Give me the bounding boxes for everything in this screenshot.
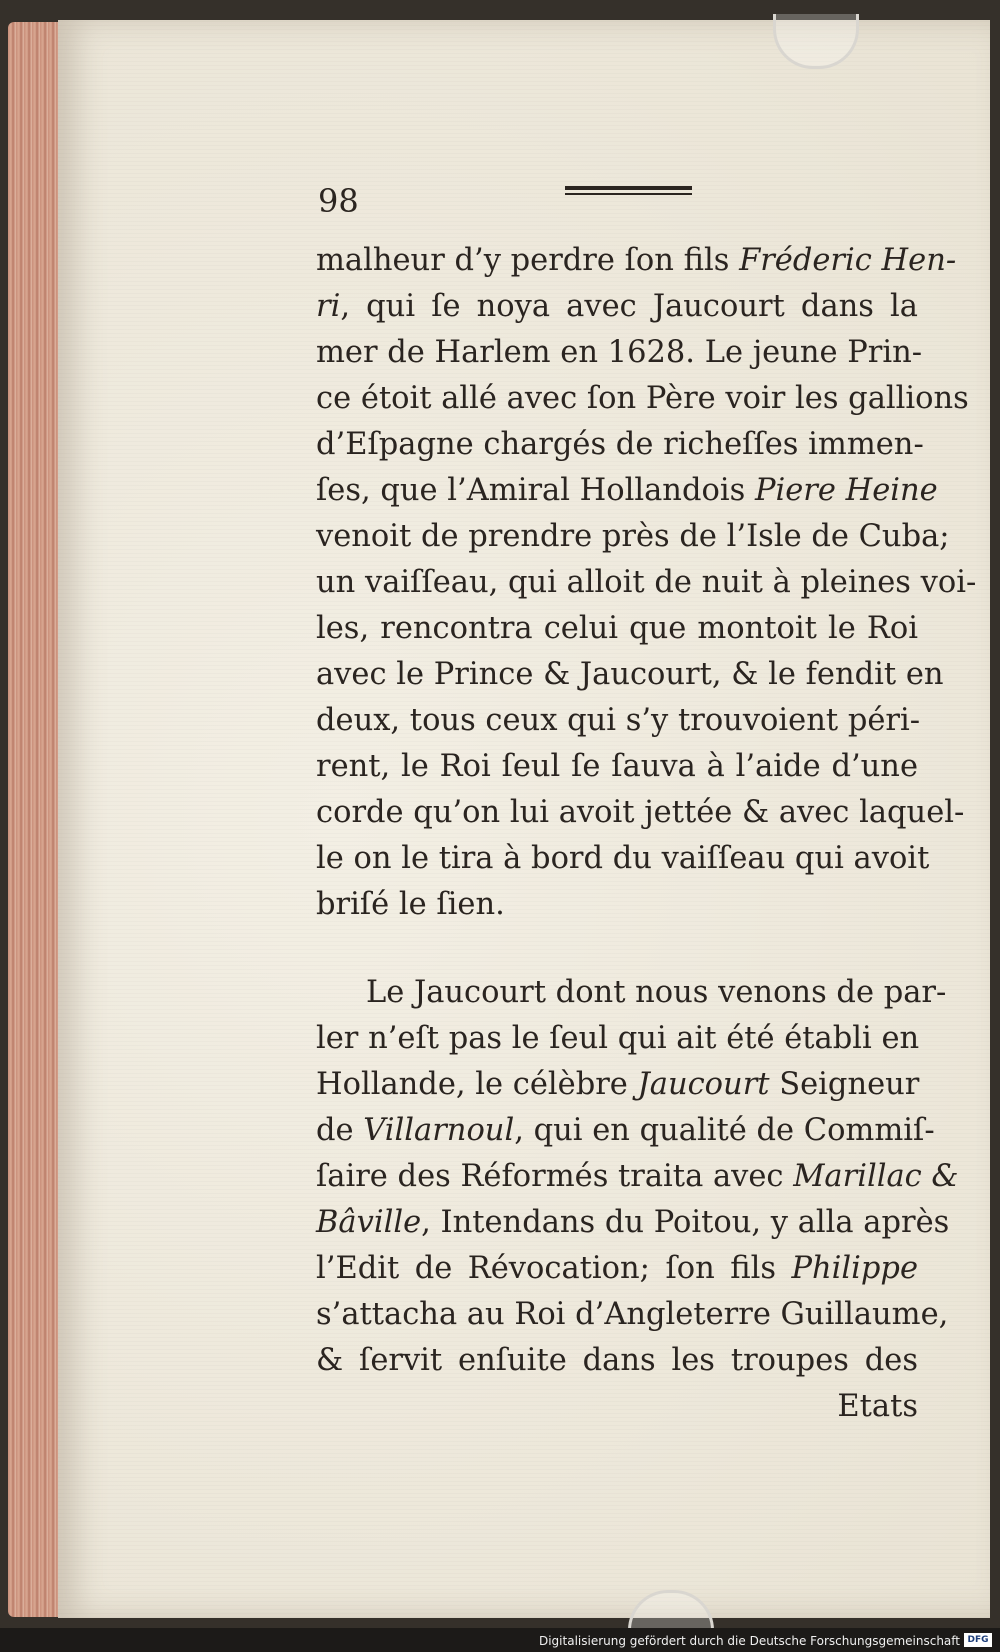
text-segment: ſaire des Réformés traita avec (316, 1159, 794, 1194)
text-line (316, 698, 921, 744)
text-segment: de (316, 1113, 364, 1148)
text-segment: les, rencontra celui que montoit le Roi (316, 611, 918, 646)
italic-text: ri (316, 289, 341, 324)
text-segment: ſes, que l’Amiral Hollandois (316, 473, 755, 508)
text-line (316, 1200, 950, 1246)
catchword: Etats (837, 1389, 918, 1424)
text-segment: rent, le Roi ſeul ſe ſauva à l’aide d’une (316, 749, 918, 784)
text-line (316, 790, 965, 836)
page-number: 98 (318, 182, 359, 220)
italic-text: Bâville (316, 1205, 422, 1240)
text-line (316, 1338, 918, 1384)
text-segment: mer de Harlem en 1628. Le jeune Prin- (316, 335, 923, 370)
text-segment: un vaiſſeau, qui alloit de nuit à pleines voi- (316, 565, 977, 600)
dfg-logo: DFG (964, 1633, 992, 1647)
text-segment: ce étoit allé avec ſon Père voir les gallions (316, 381, 969, 416)
text-segment: deux, tous ceux qui s’y trouvoient péri- (316, 703, 921, 738)
text-line (316, 1154, 959, 1200)
text-segment: , Intendans du Poitou, y alla après (421, 1205, 950, 1240)
header-rule (565, 186, 692, 198)
italic-text: Jaucourt (637, 1067, 770, 1102)
text-line (316, 1108, 935, 1154)
text-line (316, 284, 918, 330)
text-segment: le on le tira à bord du vaiſſeau qui avoit (316, 841, 930, 876)
text-line (316, 514, 950, 560)
text-line (316, 560, 977, 606)
italic-text: Villarnoul (363, 1113, 515, 1148)
text-segment: Le Jaucourt dont nous venons de par- (366, 975, 947, 1010)
italic-text: Fréderic Hen- (739, 243, 957, 278)
text-segment: Seigneur (769, 1067, 920, 1102)
text-segment: s’attacha au Roi d’Angleterre Guillaume, (316, 1297, 949, 1332)
italic-text: Piere Heine (754, 473, 938, 508)
text-segment: l’Edit de Révocation; ſon fils (316, 1251, 792, 1286)
text-segment: d’Eſpagne chargés de richeſſes immen- (316, 427, 924, 462)
text-segment: avec le Prince & Jaucourt, & le fendit en (316, 657, 944, 692)
text-line (316, 652, 944, 698)
text-segment: , qui ſe noya avec Jaucourt dans la (340, 289, 918, 324)
text-segment: malheur d’y perdre ſon fils (316, 243, 740, 278)
text-segment: corde qu’on lui avoit jettée & avec laquel- (316, 795, 965, 830)
text-line (316, 422, 924, 468)
text-line (316, 836, 930, 882)
text-segment: ler n’eſt pas le ſeul qui ait été établi en (316, 1021, 920, 1056)
text-segment: & ſervit enſuite dans les troupes des (316, 1343, 918, 1378)
text-line (316, 376, 969, 422)
text-line (316, 606, 918, 652)
italic-text: Marillac & (793, 1159, 959, 1194)
digitization-credit: Digitalisierung gefördert durch die Deutsche Forschungsgemeinschaft (538, 1634, 960, 1648)
body-text (316, 238, 977, 1430)
text-line (316, 1246, 918, 1292)
text-line (316, 882, 918, 928)
text-line (316, 330, 923, 376)
text-segment: venoit de prendre près de l’Isle de Cuba; (316, 519, 950, 554)
paragraph-gap (316, 928, 918, 970)
text-segment: Hollande, le célèbre (316, 1067, 638, 1102)
text-segment: briſé le ſien. (316, 887, 505, 922)
text-line (316, 970, 947, 1016)
text-line (316, 744, 918, 790)
text-line (316, 468, 938, 514)
italic-text: Philippe (791, 1251, 918, 1286)
text-line (316, 238, 957, 284)
page-clip-top (773, 14, 859, 69)
text-line (316, 1062, 918, 1108)
text-line (316, 1016, 918, 1062)
text-line (316, 1292, 949, 1338)
text-segment: , qui en qualité de Commiſ- (514, 1113, 935, 1148)
